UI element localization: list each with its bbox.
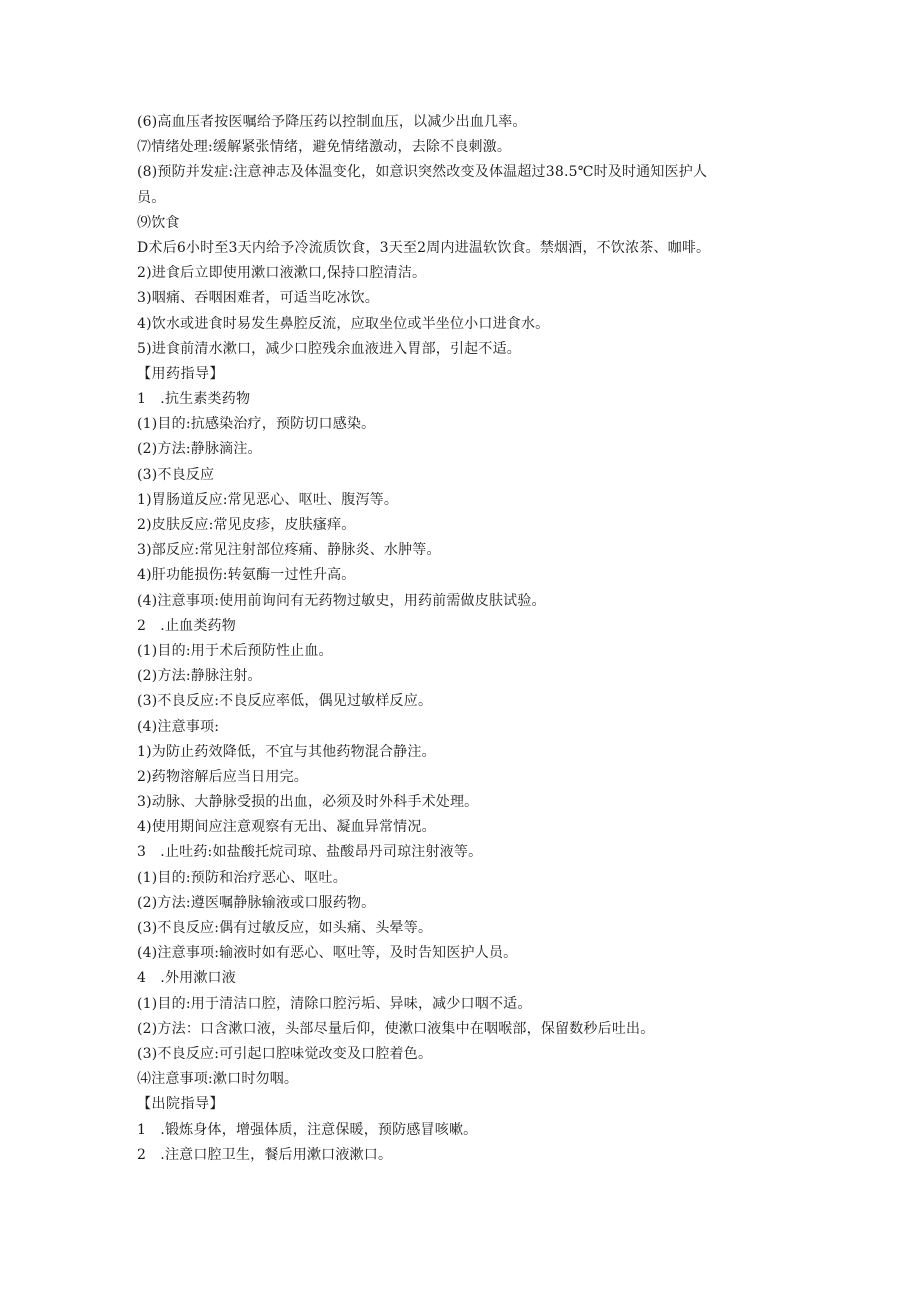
text-line: (1)目的:抗感染治疗，预防切口感染。 — [137, 416, 376, 433]
text-line: D术后6小时至3天内给予冷流质饮食，3天至2周内进温软饮食。禁烟酒，不饮浓茶、咖啡。 — [137, 239, 711, 256]
text-line: 1)为防止药效降低，不宜与其他药物混合静注。 — [137, 743, 436, 760]
text-line: 4)肝功能损伤:转氨酶一过性升高。 — [137, 567, 356, 584]
text-line: (3)不良反应 — [137, 466, 215, 483]
text-line: 4)饮水或进食时易发生鼻腔反流，应取坐位或半坐位小口进食水。 — [137, 315, 550, 332]
text-line: (1)目的:用于术后预防性止血。 — [137, 642, 333, 659]
text-line: 4)使用期间应注意观察有无出、凝血异常情况。 — [137, 819, 436, 836]
text-line: (2)方法:静脉滴注。 — [137, 441, 262, 458]
text-line: 2)皮肤反应:常见皮疹，皮肤瘙痒。 — [137, 517, 356, 533]
text-line: (1)目的:预防和治疗恶心、呕吐。 — [137, 869, 347, 886]
text-line: 4 .外用漱口液 — [137, 970, 236, 987]
text-line: (3)不良反应:可引起口腔味觉改变及口腔着色。 — [137, 1045, 433, 1062]
text-line: 1 .锻炼身体，增强体质，注意保暖，预防感冒咳嗽。 — [137, 1121, 478, 1138]
section-heading: 【出院指导】 — [137, 1096, 224, 1113]
text-line: 3)动脉、大静脉受损的出血，必须及时外科手术处理。 — [137, 794, 479, 811]
text-line: 3)咽痛、吞咽困难者，可适当吃冰饮。 — [137, 290, 379, 307]
section-heading: 【用药指导】 — [137, 365, 224, 382]
text-line: 1)胃肠道反应:常见恶心、呕吐、腹泻等。 — [137, 491, 399, 508]
text-line: 2)药物溶解后应当日用完。 — [137, 768, 308, 785]
document-body — [137, 110, 797, 1168]
text-line: 3)部反应:常见注射部位疼痛、静脉炎、水肿等。 — [137, 542, 441, 559]
text-line: 2 .注意口腔卫生，餐后用漱口液漱口。 — [137, 1146, 393, 1163]
text-line: (2)方法:静脉注射。 — [137, 668, 262, 685]
text-line: ⑷注意事项:漱口时勿咽。 — [137, 1071, 299, 1088]
text-line: (2)方法:遵医嘱静脉输液或口服药物。 — [137, 894, 376, 911]
text-line: 1 .抗生素类药物 — [137, 391, 251, 408]
text-line: ⑺情绪处理:缓解紧张情绪，避免情绪激动，去除不良刺激。 — [137, 139, 512, 156]
text-line: (6)高血压者按医嘱给予降压药以控制血压，以减少出血几率。 — [137, 114, 527, 130]
text-line: (4)注意事项:输液时如有恶心、呕吐等，及时告知医护人员。 — [137, 945, 518, 962]
text-line: 3 .止吐药:如盐酸托烷司琼、盐酸昂丹司琼注射液等。 — [137, 844, 483, 861]
text-line: (3)不良反应:偶有过敏反应，如头痛、头晕等。 — [137, 920, 433, 936]
text-line: 5)进食前清水漱口，减少口腔残余血液进入胃部，引起不适。 — [137, 340, 521, 357]
text-line: (8)预防并发症:注意神志及体温变化，如意识突然改变及体温超过38.5℃时及时通知医护人 — [137, 164, 708, 181]
text-line: (2)方法：口含漱口液，头部尽量后仰，使漱口液集中在咽喉部，保留数秒后吐出。 — [137, 1020, 655, 1037]
text-line: (3)不良反应:不良反应率低，偶见过敏样反应。 — [137, 693, 433, 710]
text-line: 2)进食后立即使用漱口液漱口,保持口腔清洁。 — [137, 265, 427, 282]
text-line: 员。 — [137, 189, 166, 206]
text-line: ⑼饮食 — [137, 214, 180, 231]
text-line: (4)注意事项:使用前询问有无药物过敏史，用药前需做皮肤试验。 — [137, 592, 546, 609]
text-line: (4)注意事项: — [137, 718, 220, 735]
text-line: (1)目的:用于清洁口腔，清除口腔污垢、异味，减少口咽不适。 — [137, 995, 532, 1012]
text-line: 2 .止血类药物 — [137, 617, 236, 634]
